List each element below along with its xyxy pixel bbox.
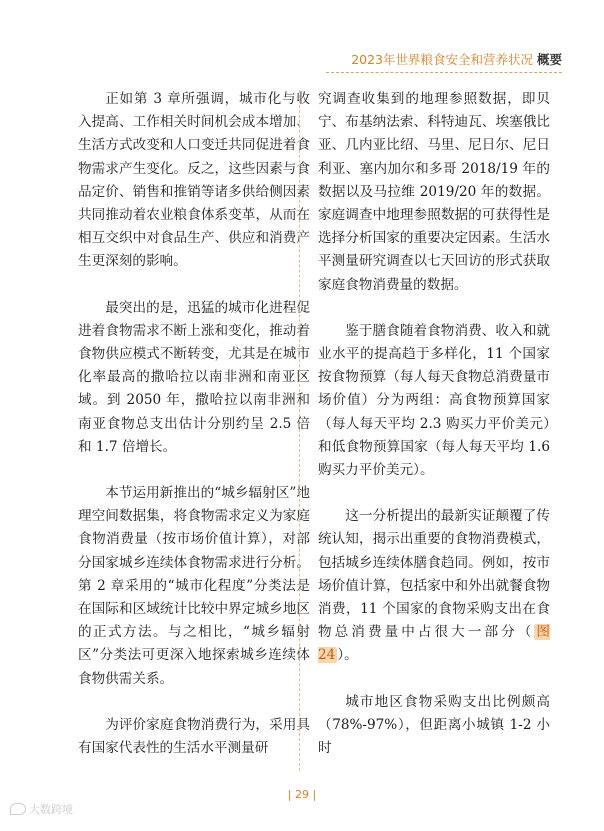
paragraph [318,505,550,667]
page-number: | 29 | [287,788,317,801]
chat-bubble-icon [10,803,26,815]
right-column [318,88,550,783]
column-divider [299,90,300,771]
running-header [351,50,562,68]
paragraph: 为评价家庭食物消费行为，采用具有国家代表性的生活水平测量研 [78,716,310,757]
paragraph: 正如第 3 章所强调，城市化与收入提高、工作相关时间机会成本增加、生活方式改变和人口变迁共同促进着食物需求产生变化。反之，这些因素与食品定价、销售和推销等诸多供给侧因素共同推动着农业粮食体系变革，从而在相互交织中对食品生产、供应和消费产生更深刻的影响。 [78,91,310,270]
watermark-text: 大数跨境 [29,803,73,816]
left-column [78,88,310,783]
figure-24-link[interactable]: 图 24 [318,624,550,664]
report-title: 2023年世界粮食安全和营养状况 [351,52,533,67]
header-divider [326,72,562,73]
paragraph-text-end: ）。 [337,647,358,664]
paragraph: 本节运用新推出的“城乡辐射区”地理空间数据集，将食物需求定义为家庭食物消费量（按市场价值计算），对部分国家城乡连续体食物需求进行分析。第 2 章采用的“城市化程度”分类法是在国际和区域统计比较中界定城乡地区的正式方法。与之相比，“城乡辐射区”分类法可更深入地探索城乡连续体食物供需关系。 [78,485,310,687]
paragraph: 城市地区食物采购支出比例颇高（78%-97%），但距离小城镇 1-2 小时 [318,693,550,757]
paragraph: 究调查收集到的地理参照数据，即贝宁、布基纳法索、科特迪瓦、埃塞俄比亚、几内亚比绍、马里、尼日尔、尼日利亚、塞内加尔和多哥 2018/19 年的数据以及马拉维 2019/20 年的数据。家庭调查中地理参照数据的可获得性是选择分析国家的重要决定因素。生活水平测量研究调查以七天回访的形式获取家庭食物消费量的数据。 [318,91,550,293]
watermark [10,801,73,817]
paragraph-text: 这一分析提出的最新实证颠覆了传统认知，揭示出重要的食物消费模式，包括城乡连续体膳食趋同。例如，按市场价值计算，包括家中和外出就餐食物消费，11 个国家的食物采购支出在食物总消费量中占很大一部分（ [318,508,550,641]
paragraph: 鉴于膳食随着食物消费、收入和就业水平的提高趋于多样化，11 个国家按食物预算（每人每天食物总消费量市场价值）分为两组：高食物预算国家（每人每天平均 2.3 购买力平价美元）和低食物预算国家（每人每天平均 1.6 购买力平价美元）。 [318,322,550,479]
paragraph: 最突出的是，迅猛的城市化进程促进着食物需求不断上涨和变化，推动着食物供应模式不断转变，尤其是在城市化率最高的撒哈拉以南非洲和南亚区域。到 2050 年，撒哈拉以南非洲和南亚食物总支出估计分别约呈 2.5 倍和 1.7 倍增长。 [78,299,310,455]
section-label: 概要 [536,52,562,67]
